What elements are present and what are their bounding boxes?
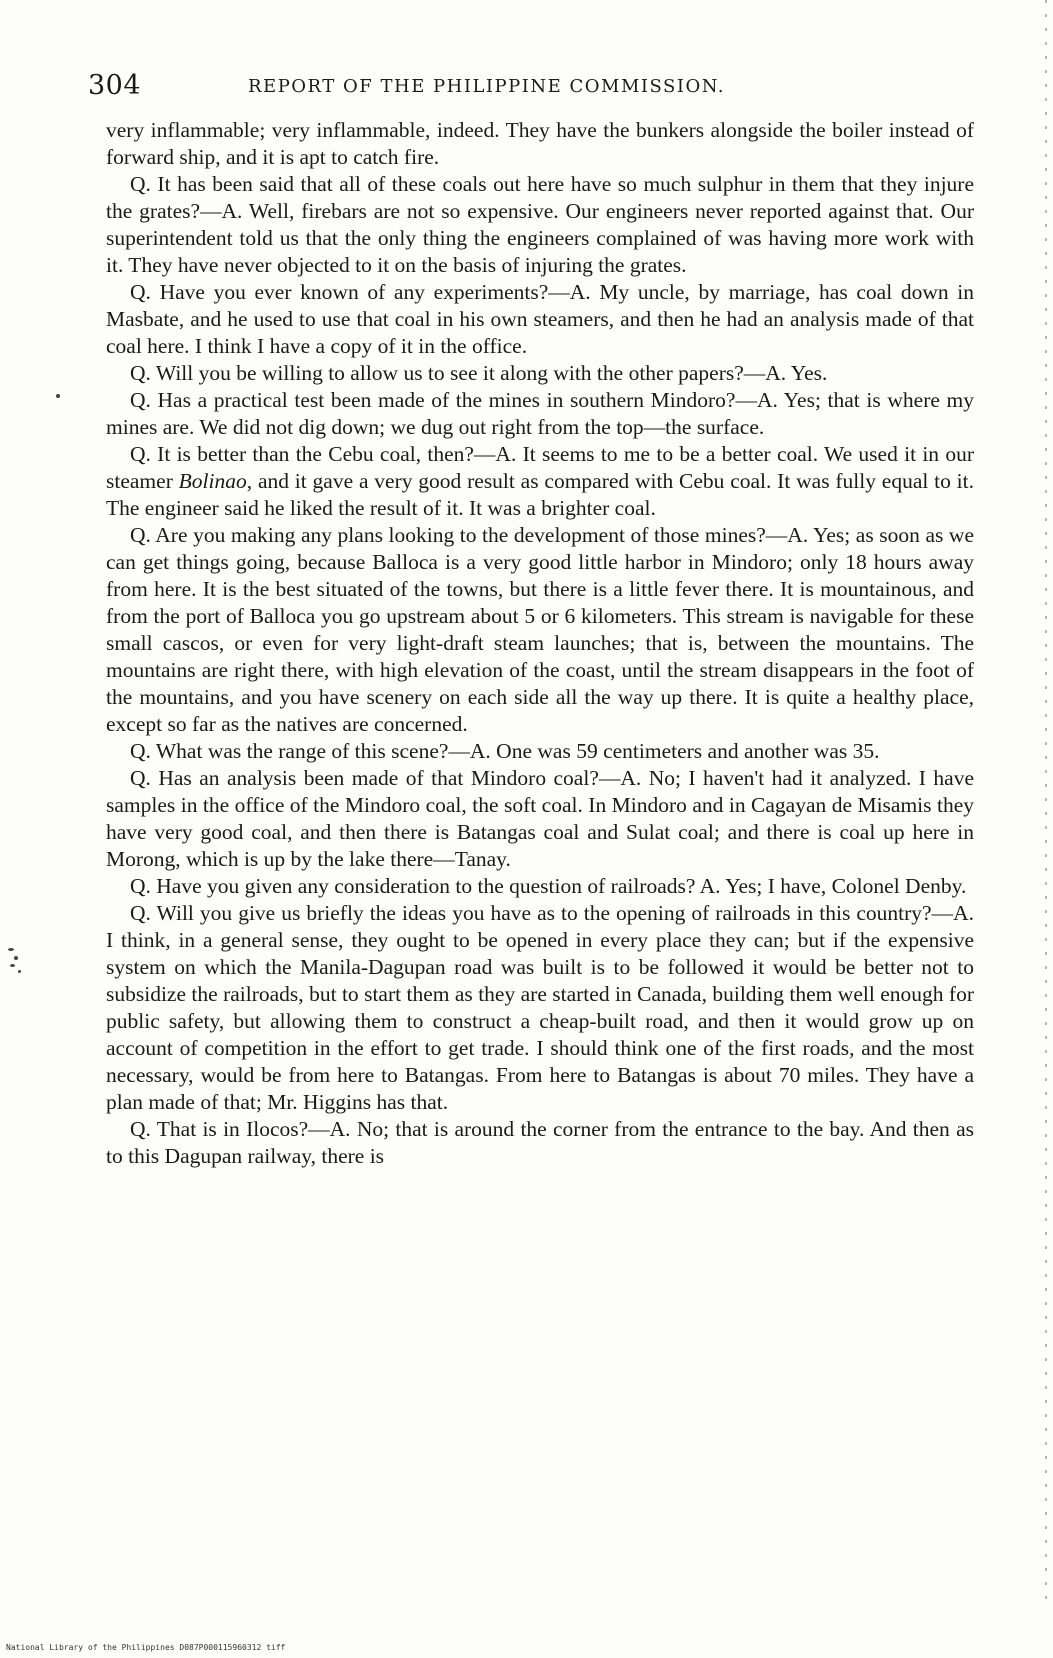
paragraph-7: Q. Are you making any plans looking to the development of those mines?—A. Yes; as soon as we can get things going, because Balloca is a very good little harbor in Mindoro; only 18 hours away from here. It is the best situated of the towns, but there is a little fever there. It is mountainous, and from the port of Balloca you go upstream about 5 or 6 kilometers. This stream is navigable for these small cascos, or even for very light-draft steam launches; that is, between the mountains. The mountains are right there, with high elevation of the coast, until the stream disappears in the foot of the mountains, and you have scenery on each side all the way up there. It is quite a healthy place, except so far as the natives are concerned. <box>106 523 974 736</box>
paragraph-4: Q. Will you be willing to allow us to see it along with the other papers?—A. Yes. <box>130 361 828 385</box>
scan-footer: National Library of the Philippines D087P000115960312 tiff <box>6 1643 286 1652</box>
paragraph-3: Q. Have you ever known of any experiments?—A. My uncle, by marriage, has coal down in Masbate, and he used to use that coal in his own steamers, and then he had an analysis made of that coal here. I think I have a copy of it in the office. <box>106 280 974 358</box>
running-head: REPORT OF THE PHILIPPINE COMMISSION. <box>248 76 726 97</box>
ink-speck <box>14 956 18 960</box>
paragraph-12: Q. That is in Ilocos?—A. No; that is around the corner from the entrance to the bay. And then as to this Dagupan railway, there is <box>106 1117 974 1168</box>
ink-speck <box>56 394 60 398</box>
paragraph-11: Q. Will you give us briefly the ideas you have as to the opening of railroads in this country?—A. I think, in a general sense, they ought to be opened in every place they can; but if the expensive system on which the Manila-Dagupan road was built is to be followed it would be better not to subsidize the railroads, but to start them as they are started in Canada, building them well enough for public safety, but allowing them to construct a cheap-built road, and then it would grow up on account of competition in the effort to get trade. I should think one of the first roads, and the most necessary, would be from here to Batangas. From here to Batangas is about 70 miles. They have a plan made of that; Mr. Higgins has that. <box>106 901 974 1114</box>
paragraph-8: Q. What was the range of this scene?—A. One was 59 centimeters and another was 35. <box>130 739 880 763</box>
ink-speck <box>18 970 21 973</box>
paragraph-6-before: Q. It is better than the Cebu coal, then?—A. It seems to me to be a better coal. We used it in our steamer <box>106 442 974 493</box>
paragraph-1: very inflammable; very inflammable, indeed. They have the bunkers alongside the boiler instead of forward ship, and it is apt to catch fire. <box>106 118 974 169</box>
page-header <box>88 70 970 100</box>
ink-speck <box>8 948 14 951</box>
paragraph-9: Q. Has an analysis been made of that Mindoro coal?—A. No; I haven't had it analyzed. I have samples in the office of the Mindoro coal, the soft coal. In Mindoro and in Cagayan de Misamis they have very good coal, and then there is Batangas coal and Sulat coal; and there is coal up here in Morong, which is up by the lake there—Tanay. <box>106 766 974 871</box>
steamer-name: Bolinao <box>178 469 247 493</box>
body-text <box>106 117 974 1170</box>
page-edge-marks <box>1045 0 1047 1600</box>
ink-speck <box>10 964 15 967</box>
paragraph-6 <box>106 441 974 522</box>
paragraph-6-after: , and it gave a very good result as compared with Cebu coal. It was fully equal to it. The engineer said he liked the result of it. It was a brighter coal. <box>106 469 975 520</box>
paragraph-10: Q. Have you given any consideration to the question of railroads? A. Yes; I have, Colonel Denby. <box>130 874 967 898</box>
page-number: 304 <box>88 70 142 101</box>
paragraph-2: Q. It has been said that all of these coals out here have so much sulphur in them that they injure the grates?—A. Well, firebars are not so expensive. Our engineers never reported against that. Our superintendent told us that the only thing the engineers complained of was having more work with it. They have never objected to it on the basis of injuring the grates. <box>106 172 974 277</box>
paragraph-5: Q. Has a practical test been made of the mines in southern Mindoro?—A. Yes; that is where my mines are. We did not dig down; we dug out right from the top—the surface. <box>106 388 974 439</box>
